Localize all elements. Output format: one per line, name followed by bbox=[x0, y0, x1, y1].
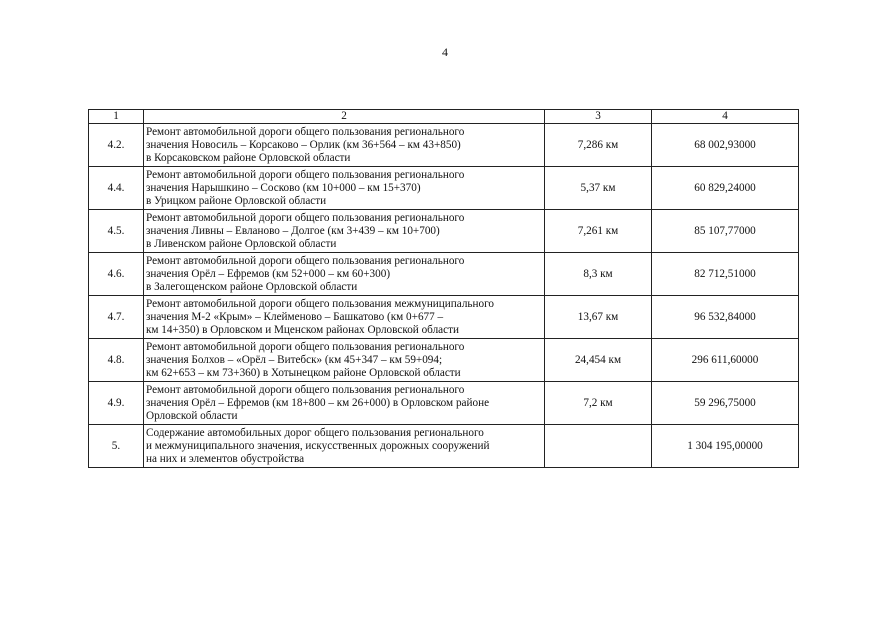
description-line: Ремонт автомобильной дороги общего пользования регионального bbox=[146, 125, 465, 138]
header-col-1: 1 bbox=[89, 110, 144, 124]
description-line: значения Орёл – Ефремов (км 52+000 – км 60+300) bbox=[146, 267, 391, 280]
description-line: значения М-2 «Крым» – Клейменово – Башкатово (км 0+677 – bbox=[146, 310, 444, 323]
description-line: Ремонт автомобильной дороги общего пользования регионального bbox=[146, 254, 465, 267]
description-line: значения Орёл – Ефремов (км 18+800 – км 26+000) в Орловском районе bbox=[146, 396, 490, 409]
description-line: км 62+653 – км 73+360) в Хотынецком районе Орловской области bbox=[146, 366, 461, 379]
row-description bbox=[144, 253, 545, 296]
road-repair-table bbox=[88, 109, 799, 468]
description-line: значения Болхов – «Орёл – Витебск» (км 45+347 – км 59+094; bbox=[146, 353, 443, 366]
row-number: 4.7. bbox=[89, 296, 144, 339]
row-number: 4.5. bbox=[89, 210, 144, 253]
description-line: Орловской области bbox=[146, 409, 238, 422]
row-number: 5. bbox=[89, 425, 144, 468]
row-description bbox=[144, 296, 545, 339]
row-number: 4.9. bbox=[89, 382, 144, 425]
row-description bbox=[144, 124, 545, 167]
row-length: 7,261 км bbox=[545, 210, 652, 253]
row-cost: 96 532,84000 bbox=[652, 296, 799, 339]
row-cost: 60 829,24000 bbox=[652, 167, 799, 210]
description-line: в Урицком районе Орловской области bbox=[146, 194, 327, 207]
row-length: 7,2 км bbox=[545, 382, 652, 425]
row-cost: 1 304 195,00000 bbox=[652, 425, 799, 468]
row-description bbox=[144, 382, 545, 425]
row-cost: 85 107,77000 bbox=[652, 210, 799, 253]
row-length: 7,286 км bbox=[545, 124, 652, 167]
page-number: 4 bbox=[442, 45, 448, 59]
row-number: 4.2. bbox=[89, 124, 144, 167]
table-row bbox=[89, 296, 799, 339]
row-number: 4.6. bbox=[89, 253, 144, 296]
description-line: Ремонт автомобильной дороги общего пользования регионального bbox=[146, 383, 465, 396]
row-cost: 68 002,93000 bbox=[652, 124, 799, 167]
row-cost: 82 712,51000 bbox=[652, 253, 799, 296]
table-row bbox=[89, 253, 799, 296]
description-line: в Корсаковском районе Орловской области bbox=[146, 151, 351, 164]
description-line: и межмуниципального значения, искусственных дорожных сооружений bbox=[146, 439, 490, 452]
description-line: значения Нарышкино – Сосково (км 10+000 – км 15+370) bbox=[146, 181, 421, 194]
header-row bbox=[89, 110, 799, 124]
row-length: 24,454 км bbox=[545, 339, 652, 382]
header-col-2: 2 bbox=[144, 110, 545, 124]
table-row bbox=[89, 124, 799, 167]
description-line: Ремонт автомобильной дороги общего пользования регионального bbox=[146, 211, 465, 224]
table-row bbox=[89, 382, 799, 425]
description-line: Ремонт автомобильной дороги общего пользования межмуниципального bbox=[146, 297, 494, 310]
description-line: на них и элементов обустройства bbox=[146, 452, 305, 465]
row-description bbox=[144, 339, 545, 382]
table-row bbox=[89, 210, 799, 253]
description-line: значения Новосиль – Корсаково – Орлик (км 36+564 – км 43+850) bbox=[146, 138, 461, 151]
table-row bbox=[89, 167, 799, 210]
table-row bbox=[89, 425, 799, 468]
row-number: 4.8. bbox=[89, 339, 144, 382]
row-description bbox=[144, 167, 545, 210]
row-description bbox=[144, 425, 545, 468]
row-length bbox=[545, 425, 652, 468]
description-line: км 14+350) в Орловском и Мценском районах Орловской области bbox=[146, 323, 459, 336]
row-description bbox=[144, 210, 545, 253]
row-cost: 296 611,60000 bbox=[652, 339, 799, 382]
description-line: Содержание автомобильных дорог общего пользования регионального bbox=[146, 426, 484, 439]
description-line: Ремонт автомобильной дороги общего пользования регионального bbox=[146, 168, 465, 181]
description-line: Ремонт автомобильной дороги общего пользования регионального bbox=[146, 340, 465, 353]
row-number: 4.4. bbox=[89, 167, 144, 210]
row-length: 13,67 км bbox=[545, 296, 652, 339]
row-length: 5,37 км bbox=[545, 167, 652, 210]
table-row bbox=[89, 339, 799, 382]
header-col-4: 4 bbox=[652, 110, 799, 124]
row-length: 8,3 км bbox=[545, 253, 652, 296]
header-col-3: 3 bbox=[545, 110, 652, 124]
row-cost: 59 296,75000 bbox=[652, 382, 799, 425]
description-line: в Залегощенском районе Орловской области bbox=[146, 280, 358, 293]
description-line: значения Ливны – Евланово – Долгое (км 3+439 – км 10+700) bbox=[146, 224, 440, 237]
description-line: в Ливенском районе Орловской области bbox=[146, 237, 337, 250]
